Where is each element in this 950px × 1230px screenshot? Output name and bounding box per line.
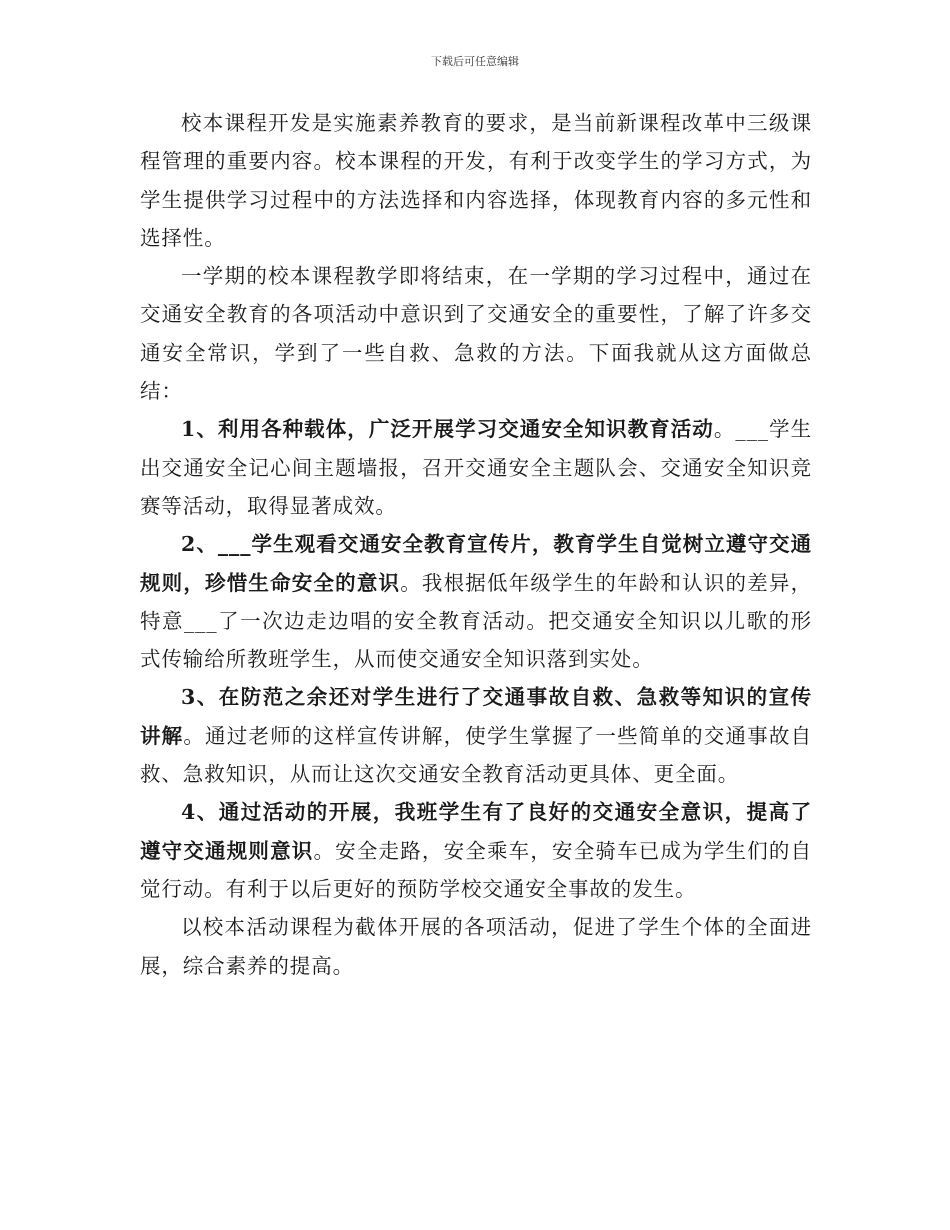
paragraph-text: 。___学生出交通安全记心间主题墙报，召开交通安全主题队会、交通安全知识竞赛等活动，取得显著成效。 — [140, 417, 812, 518]
paragraph-point-1 — [140, 410, 812, 525]
paragraph-text: 一学期的校本课程教学即将结束，在一学期的学习过程中，通过在交通安全教育的各项活动中意识到了交通安全的重要性，了解了许多交通安全常识，学到了一些自救、急救的方法。下面我就从这方面做总结： — [140, 264, 812, 404]
paragraph-heading: 3、在防范之余还对学生进行了交通事故自救、急救等知识的宣传讲解 — [140, 685, 812, 748]
paragraph-intro — [140, 104, 812, 257]
document-body — [140, 104, 812, 985]
paragraph-text: 校本课程开发是实施素养教育的要求，是当前新课程改革中三级课程管理的重要内容。校本课程的开发，有利于改变学生的学习方式，为学生提供学习过程中的方法选择和内容选择，体现教育内容的多元性和选择性。 — [140, 111, 812, 250]
paragraph-point-2 — [140, 525, 812, 678]
paragraph-heading: 2、___学生观看交通安全教育宣传片，教育学生自觉树立遵守交通规则，珍惜生命安全的意识 — [140, 532, 812, 595]
paragraph-conclusion — [140, 908, 812, 985]
header-note: 下载后可任意编辑 — [431, 55, 519, 68]
paragraph-heading: 4、通过活动的开展，我班学生有了良好的交通安全意识，提高了遵守交通规则意识 — [140, 800, 812, 863]
paragraph-text: 。我根据低年级学生的年龄和认识的差异，特意___了一次边走边唱的安全教育活动。把交通安全知识以儿歌的形式传输给所教班学生，从而使交通安全知识落到实处。 — [140, 570, 812, 672]
paragraph-point-3 — [140, 678, 812, 793]
paragraph-heading: 1、利用各种载体，广泛开展学习交通安全知识教育活动 — [181, 417, 714, 442]
paragraph-point-4 — [140, 793, 812, 908]
paragraph-text: 。通过老师的这样宣传讲解，使学生掌握了一些简单的交通事故自救、急救知识，从而让这次交通安全教育活动更具体、更全面。 — [140, 723, 812, 787]
paragraph-text: 以校本活动课程为截体开展的各项活动，促进了学生个体的全面进展，综合素养的提高。 — [140, 915, 812, 978]
paragraph-overview — [140, 257, 812, 410]
paragraph-text: 。安全走路，安全乘车，安全骑车已成为学生们的自觉行动。有利于以后更好的预防学校交通安全事故的发生。 — [140, 838, 813, 901]
